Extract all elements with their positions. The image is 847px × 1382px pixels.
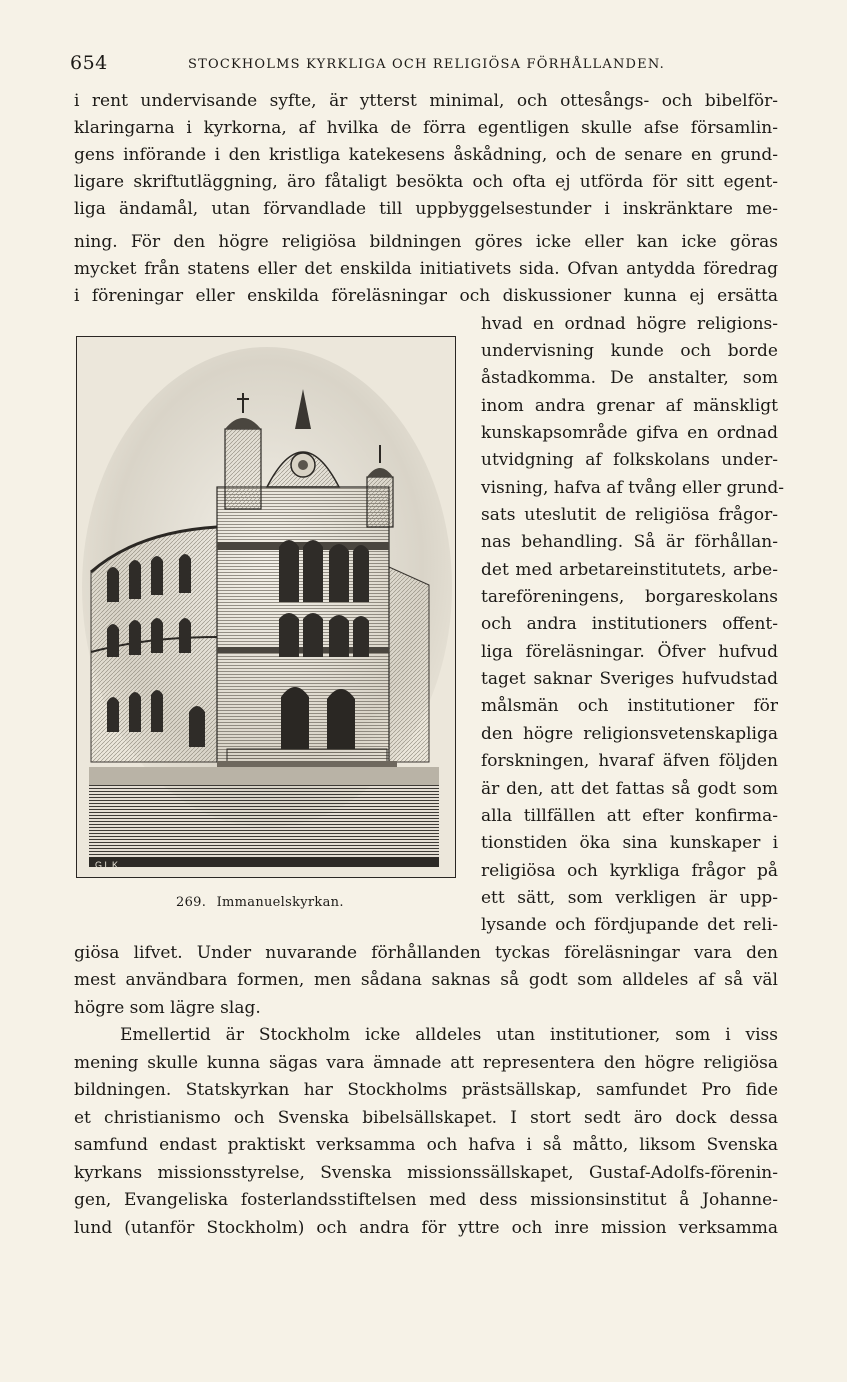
text-line: forskningen, hvaraf äfven följden	[481, 751, 778, 771]
text-line: utvidgning af folkskolans under-	[481, 450, 778, 470]
figure-caption-text: Immanuelskyrkan.	[216, 895, 344, 910]
text-line: och andra institutioners offent-	[481, 614, 778, 634]
text-line: Emellertid är Stockholm icke alldeles utan institutioner, som i viss	[120, 1025, 778, 1045]
text-line: visning, hafva af tvång eller grund-	[481, 478, 785, 498]
text-line: sats uteslutit de religiösa frågor-	[481, 505, 778, 525]
text-line: mycket från statens eller det enskilda initiativets sida. Ofvan antydda föredrag	[74, 259, 778, 279]
text-line: gen, Evangeliska fosterlandsstiftelsen med dess missionsinstitut å Johanne-	[74, 1190, 778, 1210]
text-line: ning. För den högre religiösa bildningen göres icke eller kan icke göras	[74, 232, 778, 252]
text-line: gens införande i den kristliga katekesens åskådning, och de senare en grund-	[74, 145, 778, 165]
text-line: religiösa och kyrkliga frågor på	[481, 861, 778, 881]
figure-number: 269.	[176, 895, 207, 910]
text-line: klaringarna i kyrkorna, af hvilka de förra egentligen skulle afse församlin-	[74, 118, 778, 138]
page-number: 654	[70, 52, 108, 74]
running-title: STOCKHOLMS KYRKLIGA OCH RELIGIÖSA FÖRHÅLLANDEN.	[188, 57, 665, 72]
text-line: ett sätt, som verkligen är upp-	[481, 888, 778, 908]
page-header	[70, 52, 782, 80]
text-line: nas behandling. Så är förhållan-	[481, 532, 778, 552]
text-line: liga föreläsningar. Öfver hufvud	[481, 642, 778, 662]
text-line: den högre religionsvetenskapliga	[481, 724, 778, 744]
text-line: lund (utanför Stockholm) och andra för yttre och inre mission verksamma	[74, 1218, 778, 1238]
text-line: tareföreningens, borgareskolans	[481, 587, 778, 607]
text-line: mest användbara formen, men sådana saknas så godt som alldeles af så väl	[74, 970, 778, 990]
text-line: et christianismo och Svenska bibelsällskapet. I stort sedt äro dock dessa	[74, 1108, 778, 1128]
text-line: giösa lifvet. Under nuvarande förhållanden tyckas föreläsningar vara den	[74, 943, 778, 963]
text-line: bildningen. Statskyrkan har Stockholms prästsällskap, samfundet Pro fide	[74, 1080, 778, 1100]
text-line: lysande och fördjupande det reli-	[481, 915, 778, 935]
text-line: mening skulle kunna sägas vara ämnade att representera den högre religiösa	[74, 1053, 778, 1073]
text-line: inom andra grenar af mänskligt	[481, 396, 778, 416]
text-line: det med arbetareinstitutets, arbe-	[481, 560, 778, 580]
text-line: taget saknar Sveriges hufvudstad	[481, 669, 778, 689]
text-line: alla tillfällen att efter konfirma-	[481, 806, 778, 826]
text-line: samfund endast praktiskt verksamma och hafva i så måtto, liksom Svenska	[74, 1135, 778, 1155]
text-line: liga ändamål, utan förvandlade till uppbyggelsestunder i inskränktare me-	[74, 199, 778, 219]
church-illustration	[76, 336, 456, 878]
text-line: målsmän och institutioner för	[481, 696, 778, 716]
text-line: tionstiden öka sina kunskaper i	[481, 833, 778, 853]
church-engraving	[77, 337, 455, 877]
text-line: i föreningar eller enskilda föreläsningar och diskussioner kunna ej ersätta	[74, 286, 778, 306]
text-line: hvad en ordnad högre religions-	[481, 314, 778, 334]
text-line: undervisning kunde och borde	[481, 341, 778, 361]
text-line: åstadkomma. De anstalter, som	[481, 368, 778, 388]
figure-caption	[176, 895, 344, 910]
text-line: i rent undervisande syfte, är ytterst minimal, och ottesångs- och bibelför-	[74, 91, 778, 111]
text-line: är den, att det fattas så godt som	[481, 779, 778, 799]
text-line: högre som lägre slag.	[74, 998, 261, 1018]
artist-signature: G.L.K	[95, 860, 119, 870]
text-line: kunskapsområde gifva en ordnad	[481, 423, 778, 443]
text-line: ligare skriftutläggning, äro fåtaligt besökta och ofta ej utförda för sitt egent-	[74, 172, 778, 192]
text-line: kyrkans missionsstyrelse, Svenska missionssällskapet, Gustaf-Adolfs-förenin-	[74, 1163, 778, 1183]
